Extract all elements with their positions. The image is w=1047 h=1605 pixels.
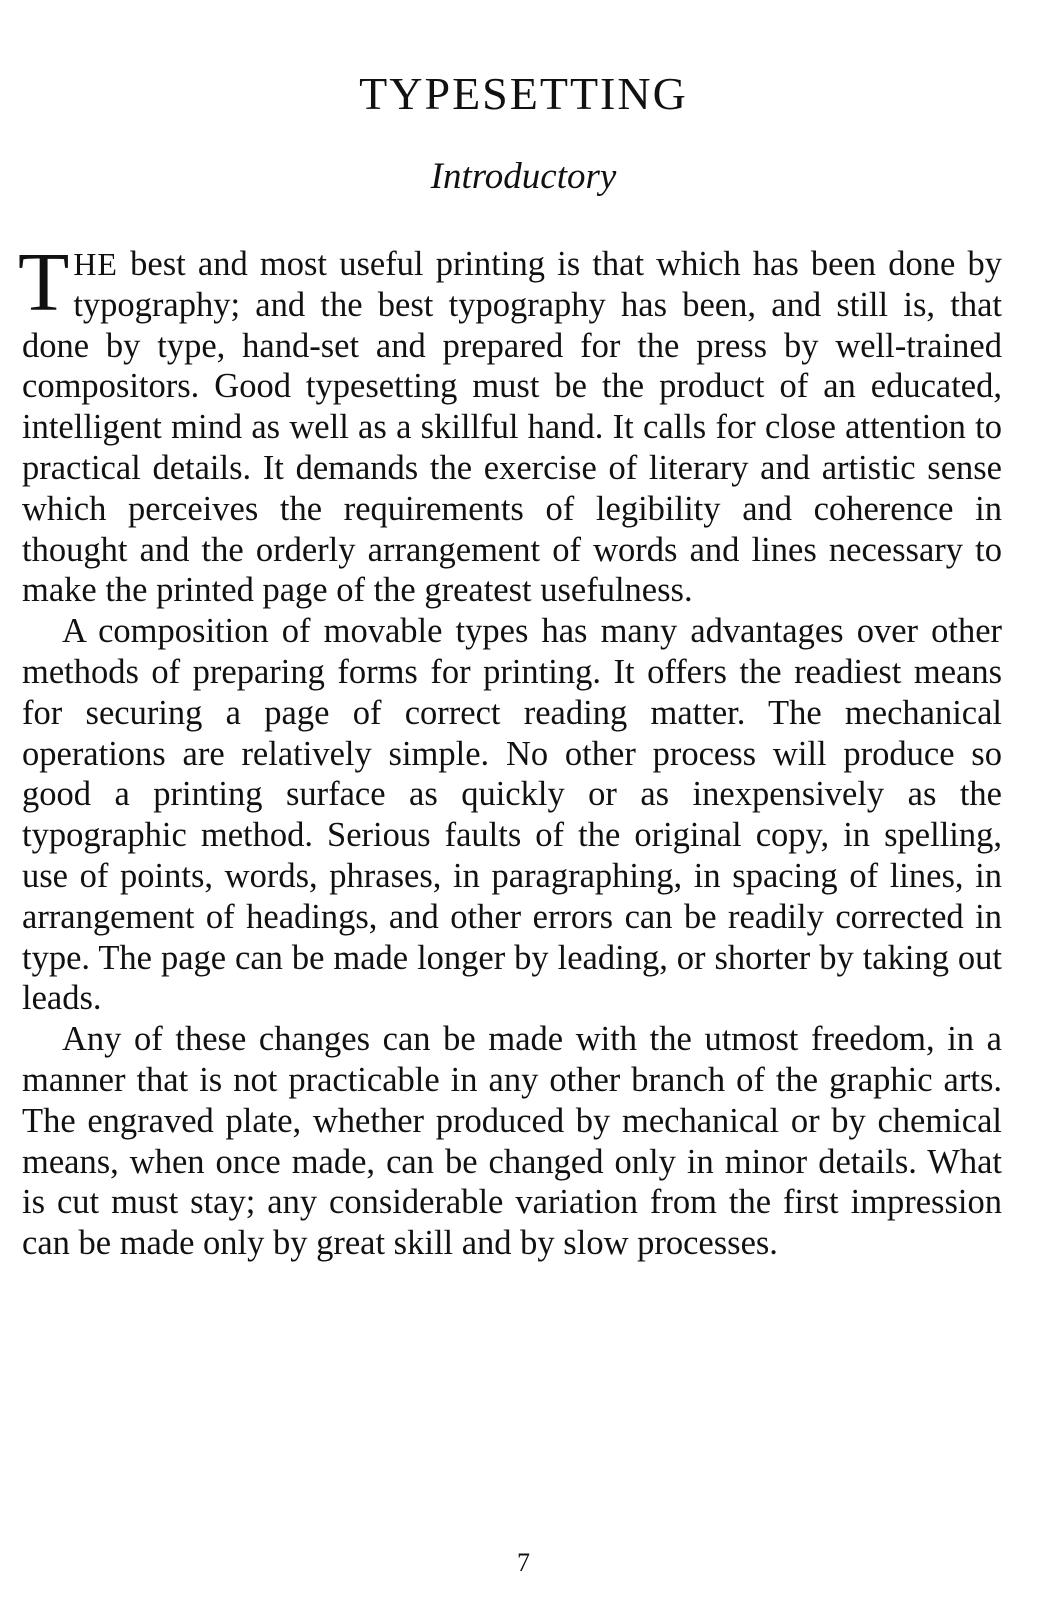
section-subtitle: Introductory: [430, 156, 617, 197]
opening-small-caps: HE: [73, 246, 118, 282]
paragraph-2: A composition of movable types has many advantages over other methods of preparing forms for printing. It offers the readiest means for securing a page of correct reading matter. The mechanical operations are relatively simple. No other process will produce so good a printing surface as quickly or as inexpensively as the typographic method. Serious faults of the original copy, in spelling, use of points, words, phrases, in paragraphing, in spacing of lines, in arrangement of headings, and other errors can be readily corrected in type. The page can be made longer by leading, or shorter by taking out leads.: [22, 612, 1002, 1018]
page-number: 7: [517, 1548, 530, 1577]
paragraph-1: [18, 236, 1002, 611]
chapter-title: TYPESETTING: [359, 67, 688, 119]
drop-cap: T: [18, 236, 70, 329]
paragraph-3: Any of these changes can be made with the utmost freedom, in a manner that is not practicable in any other branch of the graphic arts. The engraved plate, whether produced by mechanical or by chemical means, when once made, can be changed only in minor details. What is cut must stay; any considerable variation from the first impression can be made only by great skill and by slow processes.: [22, 1020, 1002, 1263]
body-text: [18, 236, 1002, 1264]
paragraph-1-text: best and most useful printing is that which has been done by typography; and the best typography has been, and still is, that done by type, hand-set and prepared for the press by well-trained compositors. Good typesetting must be the product of an educated, intelligent mind as well as a skillful hand. It calls for close attention to practical details. It demands the exercise of literary and artistic sense which perceives the requirements of legibility and coherence in thought and the orderly arrangement of words and lines necessary to make the printed page of the greatest usefulness.: [22, 245, 1002, 610]
